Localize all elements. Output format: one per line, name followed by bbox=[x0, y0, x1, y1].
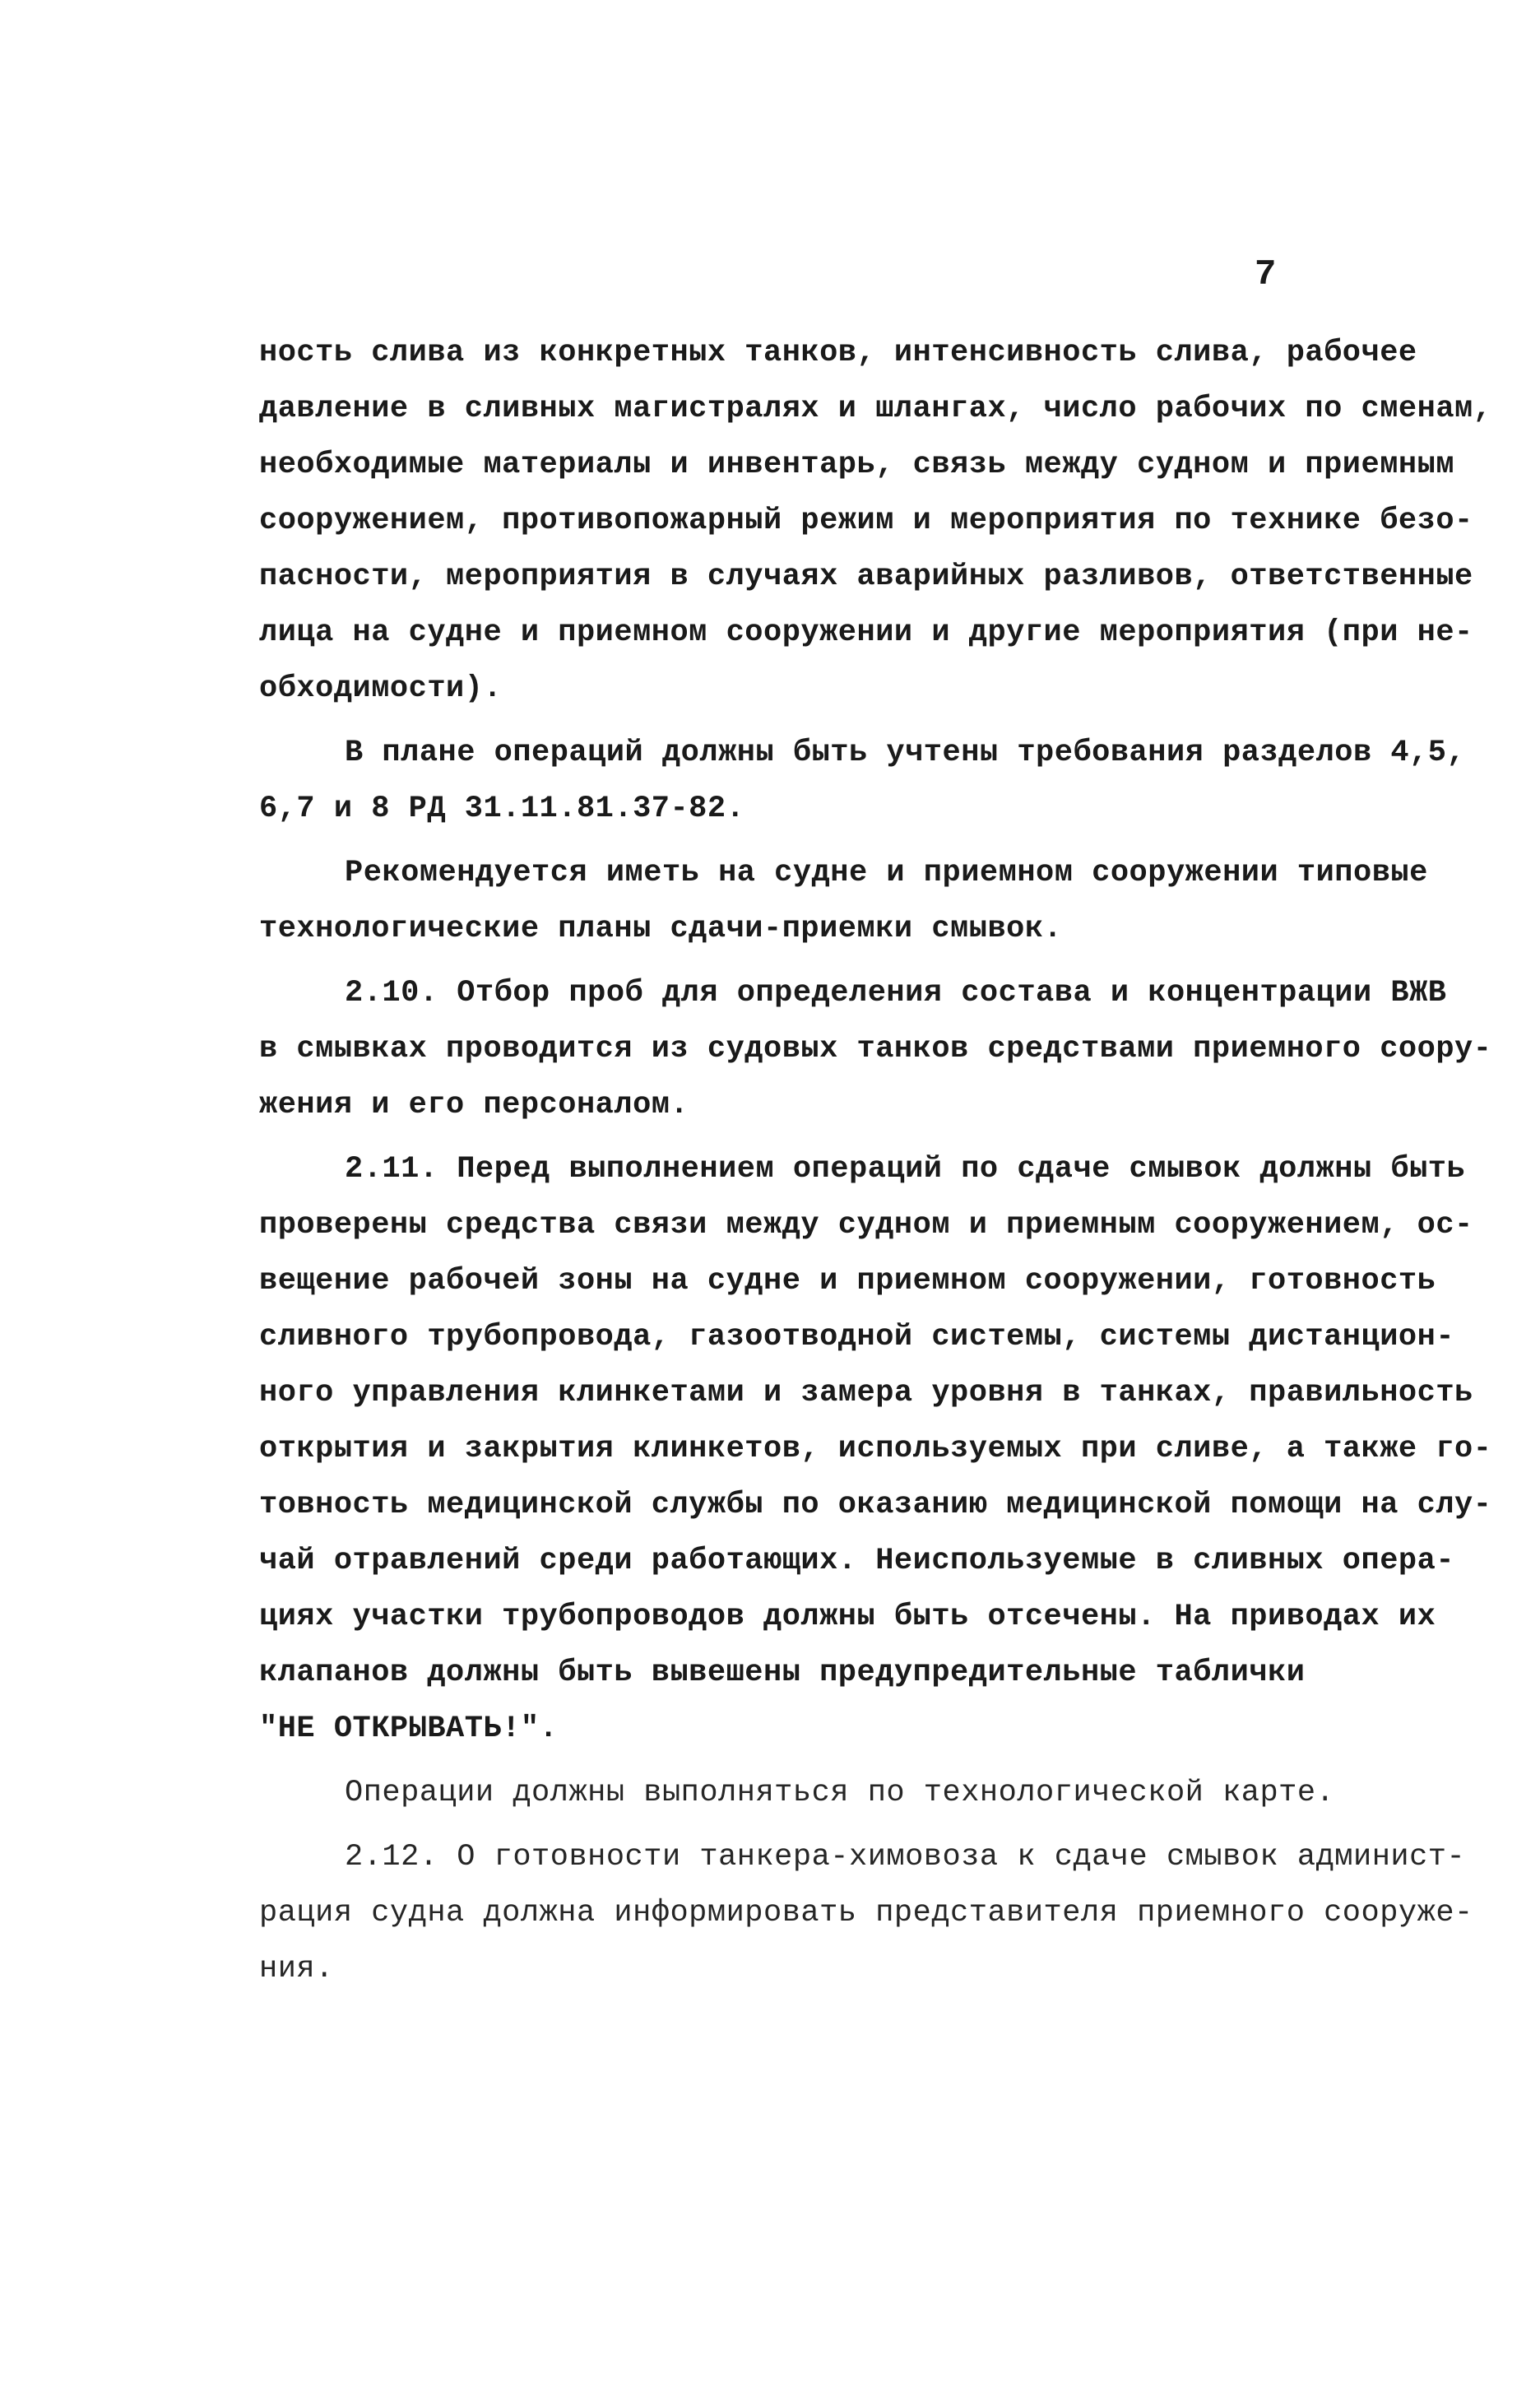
text-line: 2.12. О готовности танкера-химовоза к сдаче смывок админист- bbox=[345, 1840, 1466, 1874]
text-line: циях участки трубопроводов должны быть отсечены. На приводах их bbox=[259, 1600, 1436, 1634]
text-line: чай отравлений среди работающих. Неиспользуемые в сливных опера- bbox=[259, 1544, 1455, 1578]
text-line: 2.10. Отбор проб для определения состава и концентрации ВЖВ bbox=[345, 976, 1447, 1010]
paragraph-section-2-10 bbox=[259, 965, 1492, 1133]
paragraph-continuation bbox=[259, 325, 1492, 717]
page-number: 7 bbox=[1255, 254, 1277, 295]
text-line: ния. bbox=[259, 1952, 334, 1986]
text-line: сливного трубопровода, газоотводной системы, системы дистанцион- bbox=[259, 1320, 1455, 1354]
text-line: В плане операций должны быть учтены требования разделов 4,5, bbox=[345, 736, 1466, 770]
text-line: Рекомендуется иметь на судне и приемном сооружении типовые bbox=[345, 856, 1428, 890]
text-line: вещение рабочей зоны на судне и приемном сооружении, готовность bbox=[259, 1264, 1436, 1298]
text-line: лица на судне и приемном сооружении и другие мероприятия (при не- bbox=[259, 615, 1473, 650]
text-line: рация судна должна информировать представителя приемного сооруже- bbox=[259, 1896, 1473, 1930]
text-line: давление в сливных магистралях и шлангах, число рабочих по сменам, bbox=[259, 392, 1492, 426]
text-line: 2.11. Перед выполнением операций по сдаче смывок должны быть bbox=[345, 1152, 1466, 1187]
text-line: "НЕ ОТКРЫВАТЬ!". bbox=[259, 1712, 559, 1746]
text-line: клапанов должны быть вывешены предупредительные таблички bbox=[259, 1656, 1306, 1690]
text-line: необходимые материалы и инвентарь, связь между судном и приемным bbox=[259, 448, 1455, 482]
text-line: в смывках проводится из судовых танков средствами приемного соору- bbox=[259, 1032, 1492, 1066]
text-line: жения и его персоналом. bbox=[259, 1088, 689, 1122]
text-line: пасности, мероприятия в случаях аварийных разливов, ответственные bbox=[259, 560, 1473, 594]
text-line: товность медицинской службы по оказанию медицинской помощи на слу- bbox=[259, 1488, 1492, 1522]
text-line: проверены средства связи между судном и приемным сооружением, ос- bbox=[259, 1208, 1473, 1243]
text-line: сооружением, противопожарный режим и мероприятия по технике безо- bbox=[259, 504, 1473, 538]
paragraph-plan-requirements bbox=[259, 725, 1466, 837]
text-line: технологические планы сдачи-приемки смывок. bbox=[259, 912, 1063, 946]
document-body bbox=[259, 325, 1492, 1997]
text-line: обходимости). bbox=[259, 671, 503, 706]
text-line: ность слива из конкретных танков, интенсивность слива, рабочее bbox=[259, 336, 1417, 370]
text-line: Операции должны выполняться по технологической карте. bbox=[345, 1776, 1335, 1810]
paragraph-section-2-11 bbox=[259, 1141, 1492, 1757]
text-line: 6,7 и 8 РД 31.11.81.37-82. bbox=[259, 792, 745, 826]
paragraph-tech-card bbox=[259, 1765, 1411, 1821]
text-line: ного управления клинкетами и замера уровня в танках, правильность bbox=[259, 1376, 1473, 1410]
paragraph-section-2-12 bbox=[259, 1829, 1473, 1997]
text-line: открытия и закрытия клинкетов, используемых при сливе, а также го- bbox=[259, 1432, 1492, 1466]
paragraph-recommendation bbox=[259, 845, 1428, 957]
